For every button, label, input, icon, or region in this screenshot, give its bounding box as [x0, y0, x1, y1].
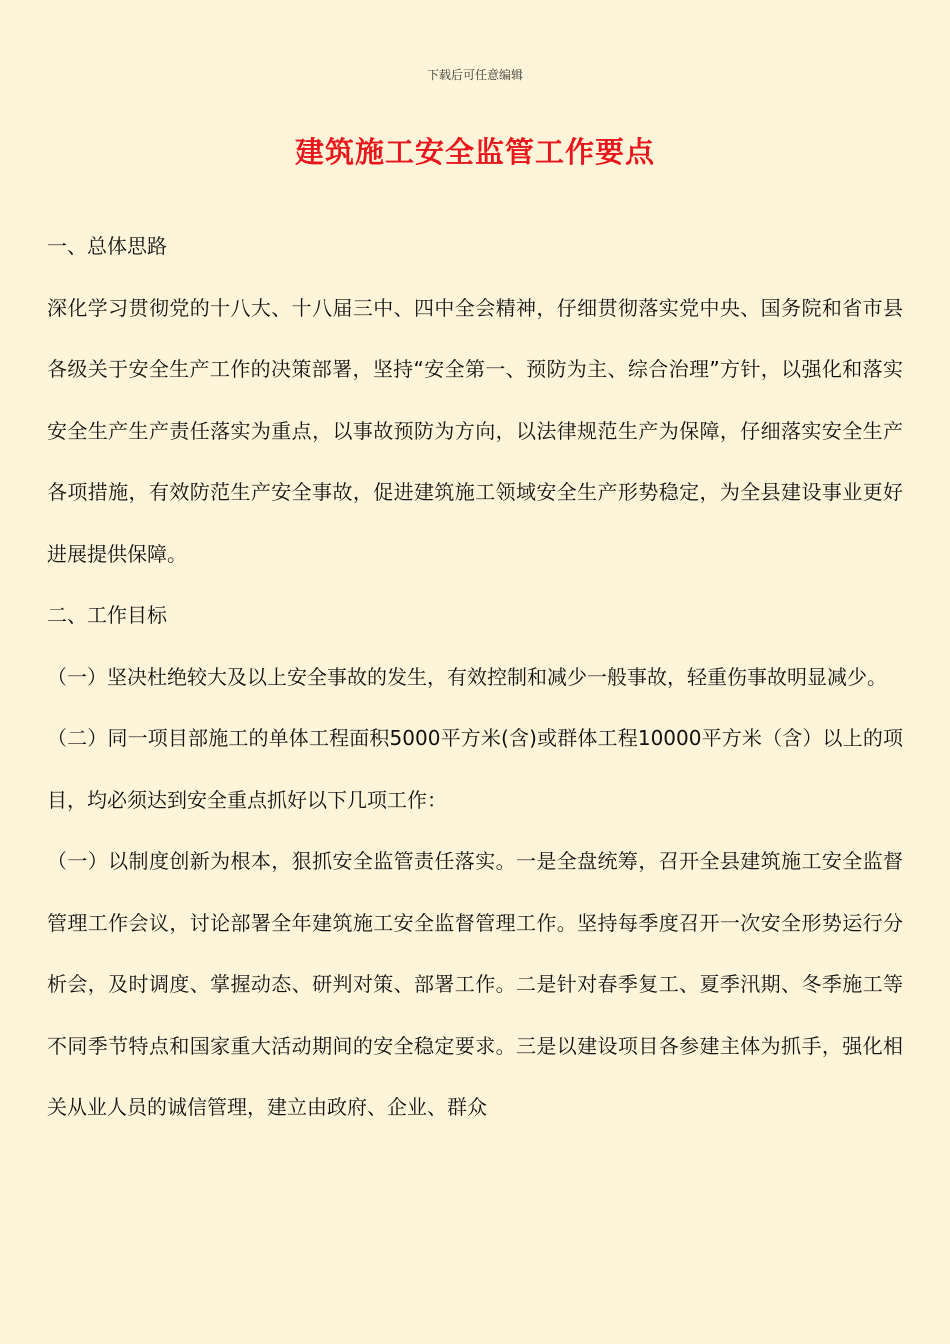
paragraph-task-1: （一）以制度创新为根本，狠抓安全监管责任落实。一是全盘统筹，召开全县建筑施工安全监督管理工作会议，讨论部署全年建筑施工安全监督管理工作。坚持每季度召开一次安全形势运行分析会，及时调度、掌握动态、研判对策、部署工作。二是针对春季复工、夏季汛期、冬季施工等不同季节特点和国家重大活动期间的安全稳定要求。三是以建设项目各参建主体为抓手，强化相关从业人员的诚信管理，建立由政府、企业、群众: [47, 849, 903, 1119]
section-heading-overall-approach: 一、总体思路: [47, 234, 167, 258]
document-title: 建筑施工安全监管工作要点: [294, 135, 655, 169]
paragraph-goal-1: （一）坚决杜绝较大及以上安全事故的发生，有效控制和减少一般事故，轻重伤事故明显减少。: [47, 664, 887, 689]
paragraph-goal-2: （二）同一项目部施工的单体工程面积5000平方米(含)或群体工程10000平方米（含）以上的项目，均必须达到安全重点抓好以下几项工作：: [47, 726, 903, 812]
header-note: 下载后可任意编辑: [426, 68, 523, 82]
section-heading-work-goals: 二、工作目标: [47, 603, 167, 627]
document-body: [47, 216, 903, 1139]
paragraph-overall-approach: 深化学习贯彻党的十八大、十八届三中、四中全会精神，仔细贯彻落实党中央、国务院和省市县各级关于安全生产工作的决策部署，坚持“安全第一、预防为主、综合治理”方针，以强化和落实安全生产生产责任落实为重点，以事故预防为方向，以法律规范生产为保障，仔细落实安全生产各项措施，有效防范生产安全事故，促进建筑施工领域安全生产形势稳定，为全县建设事业更好进展提供保障。: [47, 295, 903, 566]
